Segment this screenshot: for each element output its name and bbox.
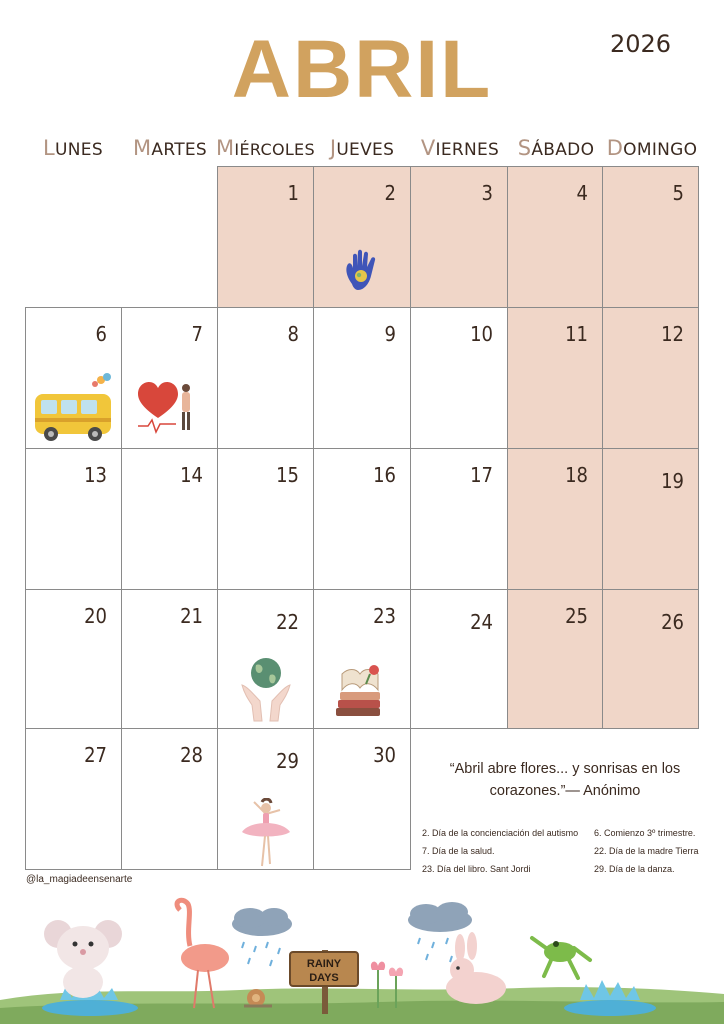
note-item: 22. Día de la madre Tierra (594, 846, 699, 856)
day-number: 28 (180, 743, 203, 767)
day-cell[interactable] (507, 448, 603, 590)
day-cell[interactable] (217, 448, 314, 590)
day-number: 16 (373, 463, 396, 487)
day-number: 6 (95, 322, 107, 346)
quote-text: “Abril abre flores... y sonrisas en los corazones.”— Anónimo (449, 761, 681, 799)
weekday-tuesday: MARTES (132, 136, 208, 160)
day-number: 15 (276, 463, 299, 487)
day-number: 3 (481, 181, 493, 205)
day-cell[interactable] (217, 166, 314, 308)
day-number: 25 (565, 604, 588, 628)
day-cell[interactable] (121, 728, 218, 870)
weekday-thursday: JUEVES (329, 136, 395, 160)
day-cell[interactable] (602, 166, 699, 308)
sign-text-top: RAINY (306, 958, 342, 970)
day-cell[interactable] (602, 307, 699, 449)
day-number: 20 (84, 604, 107, 628)
day-number: 27 (84, 743, 107, 767)
weekday-sunday: DOMINGO (606, 136, 698, 160)
year-label: 2026 (610, 30, 672, 58)
note-item: 7. Día de la salud. (422, 846, 495, 856)
weekday-monday: LUNES (43, 136, 103, 160)
sign-text-bottom: DAYS (309, 972, 339, 984)
day-number: 21 (180, 604, 203, 628)
day-cell[interactable] (25, 448, 122, 590)
day-number: 12 (661, 322, 684, 346)
note-item: 6. Comienzo 3º trimestre. (594, 828, 696, 838)
spring-scene-illustration (0, 890, 724, 1024)
day-number: 22 (276, 610, 299, 634)
day-number: 11 (565, 322, 588, 346)
day-number: 4 (576, 181, 588, 205)
note-item: 29. Día de la danza. (594, 864, 675, 874)
day-cell[interactable] (25, 589, 122, 729)
day-cell[interactable] (121, 589, 218, 729)
day-cell[interactable] (410, 448, 508, 590)
day-number: 30 (373, 743, 396, 767)
day-number: 8 (287, 322, 299, 346)
day-number: 5 (672, 181, 684, 205)
day-number: 23 (373, 604, 396, 628)
day-number: 2 (384, 181, 396, 205)
day-number: 14 (180, 463, 203, 487)
day-cell[interactable] (410, 589, 508, 729)
school-bus-icon (31, 372, 117, 444)
day-number: 9 (384, 322, 396, 346)
day-cell[interactable] (507, 307, 603, 449)
day-number: 19 (661, 469, 684, 493)
heart-health-icon (136, 380, 202, 438)
ballerina-icon (236, 798, 294, 870)
day-cell[interactable] (313, 728, 411, 870)
day-cell[interactable] (410, 307, 508, 449)
weekday-friday: VIERNES (420, 136, 500, 160)
day-cell[interactable] (507, 589, 603, 729)
day-cell[interactable] (121, 448, 218, 590)
notes-right (594, 824, 699, 878)
autism-hand-icon (342, 248, 384, 294)
day-cell[interactable] (313, 307, 411, 449)
day-cell[interactable] (602, 589, 699, 729)
day-cell[interactable] (25, 728, 122, 870)
day-number: 17 (470, 463, 493, 487)
day-cell[interactable] (313, 448, 411, 590)
books-icon (334, 660, 386, 718)
day-number: 10 (470, 322, 493, 346)
day-number: 24 (470, 610, 493, 634)
month-title: ABRIL (231, 24, 493, 115)
day-number: 18 (565, 463, 588, 487)
weekday-saturday: SÁBADO (517, 136, 595, 160)
day-cell[interactable] (602, 448, 699, 590)
author-handle: @la_magiadeensenarte (26, 874, 133, 885)
weekday-wednesday: MIÉRCOLES (216, 136, 315, 160)
day-cell[interactable] (410, 166, 508, 308)
notes-left (422, 824, 578, 878)
day-cell[interactable] (507, 166, 603, 308)
earth-hands-icon (240, 655, 292, 727)
day-number: 26 (661, 610, 684, 634)
day-number: 29 (276, 749, 299, 773)
day-number: 7 (191, 322, 203, 346)
note-item: 2. Día de la concienciación del autismo (422, 828, 579, 838)
day-cell[interactable] (217, 307, 314, 449)
day-number: 1 (287, 181, 299, 205)
note-item: 23. Día del libro. Sant Jordi (422, 864, 531, 874)
day-number: 13 (84, 463, 107, 487)
